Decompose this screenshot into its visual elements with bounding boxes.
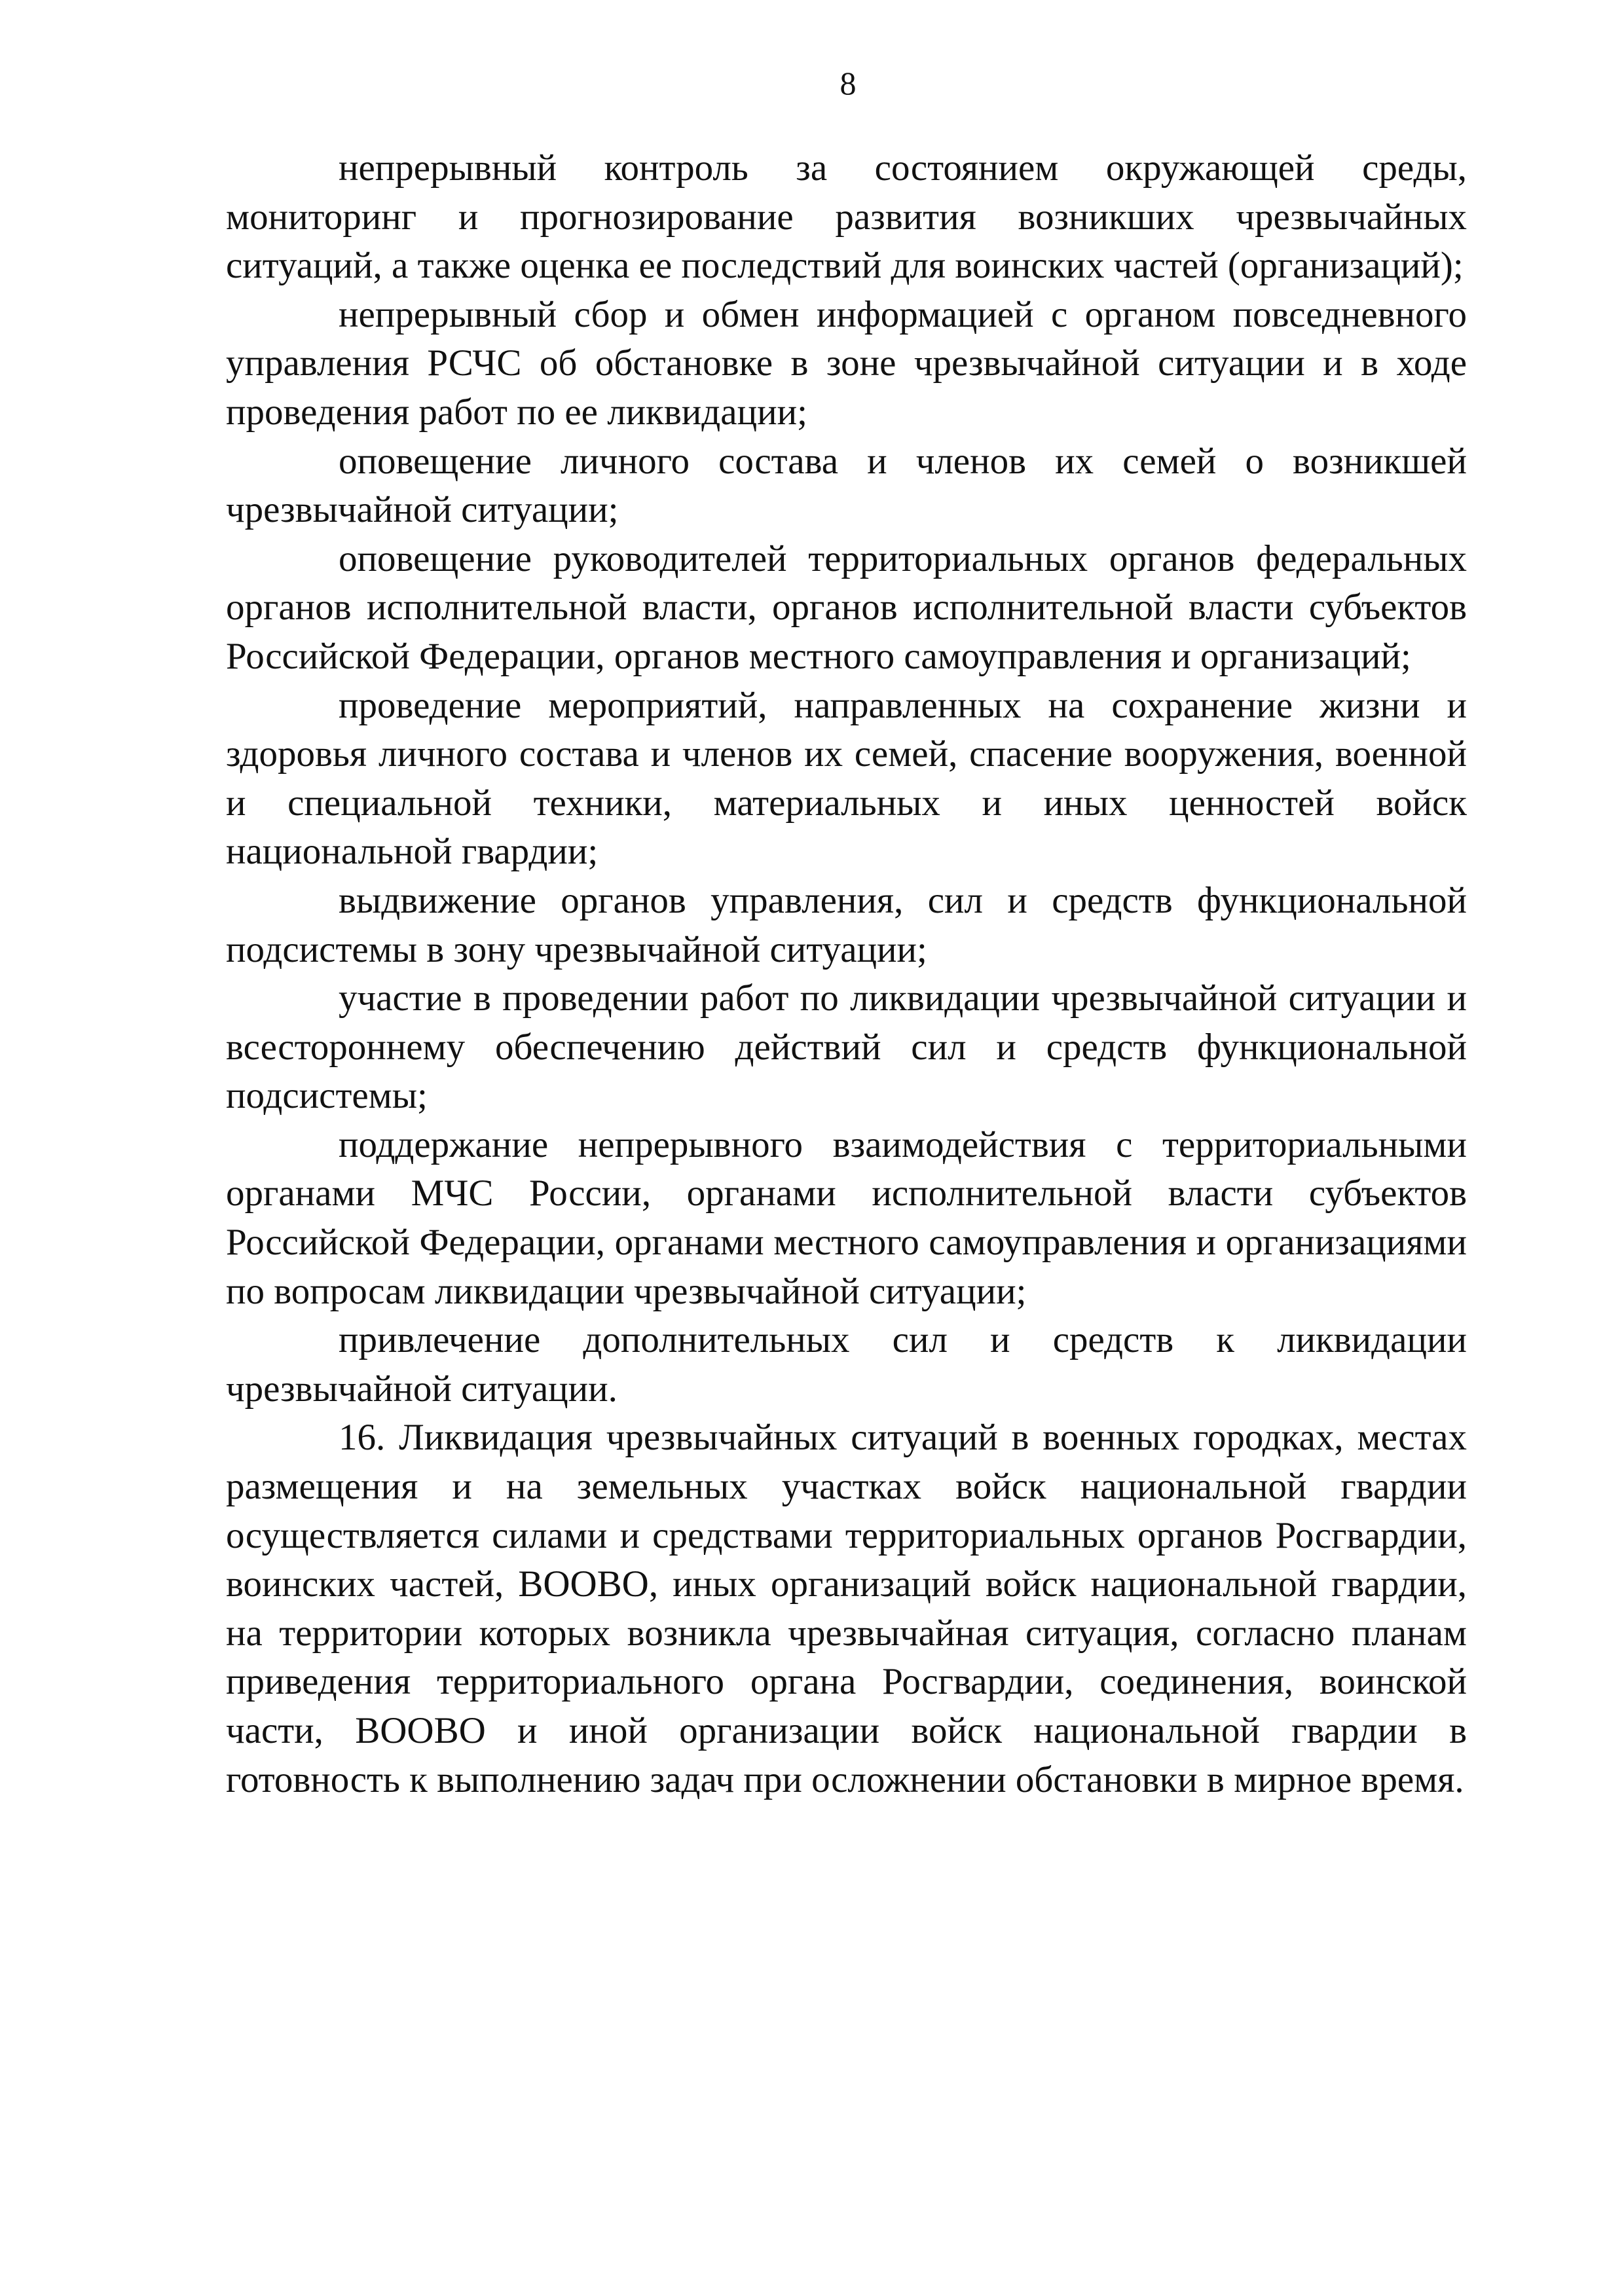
paragraph-monitoring: непрерывный контроль за состоянием окружающей среды, мониторинг и прогнозирование развития возникших чрезвычайных ситуаций, а также оценка ее последствий для воинских частей (организаций);: [226, 147, 1467, 287]
paragraph-authorities-notification: оповещение руководителей территориальных органов федеральных органов исполнительной власти, органов исполнительной власти субъектов Российской Федерации, органов местного самоуправления и организаций;: [226, 538, 1467, 677]
paragraph-section-16: 16. Ликвидация чрезвычайных ситуаций в военных городках, местах размещения и на земельных участках войск национальной гвардии осуществляется силами и средствами территориальных органов Росгвардии, воинских частей, ВООВО, иных организаций войск национальной гвардии, на территории которых возникла чрезвычайная ситуация, согласно планам приведения территориального органа Росгвардии, соединения, воинской части, ВООВО и иной организации войск национальной гвардии в готовность к выполнению задач при осложнении обстановки в мирное время.: [226, 1417, 1467, 1800]
page-number: 8: [840, 65, 857, 101]
paragraph-liquidation-participation: участие в проведении работ по ликвидации чрезвычайной ситуации и всестороннему обеспечению действий сил и средств функциональной подсистемы;: [226, 977, 1467, 1117]
paragraph-protection-measures: проведение мероприятий, направленных на сохранение жизни и здоровья личного состава и членов их семей, спасение вооружения, военной и специальной техники, материальных и иных ценностей войск национальной гвардии;: [226, 684, 1467, 873]
paragraph-additional-forces: привлечение дополнительных сил и средств к ликвидации чрезвычайной ситуации.: [226, 1319, 1467, 1410]
document-body: [226, 144, 1467, 1804]
paragraph-interaction: поддержание непрерывного взаимодействия с территориальными органами МЧС России, органами исполнительной власти субъектов Российской Федерации, органами местного самоуправления и организациями по вопросам ликвидации чрезвычайной ситуации;: [226, 1123, 1467, 1312]
paragraph-information-exchange: непрерывный сбор и обмен информацией с органом повседневного управления РСЧС об обстановке в зоне чрезвычайной ситуации и в ходе проведения работ по ее ликвидации;: [226, 293, 1467, 433]
paragraph-forces-deployment: выдвижение органов управления, сил и средств функциональной подсистемы в зону чрезвычайной ситуации;: [226, 879, 1467, 970]
paragraph-personnel-notification: оповещение личного состава и членов их семей о возникшей чрезвычайной ситуации;: [226, 440, 1467, 531]
